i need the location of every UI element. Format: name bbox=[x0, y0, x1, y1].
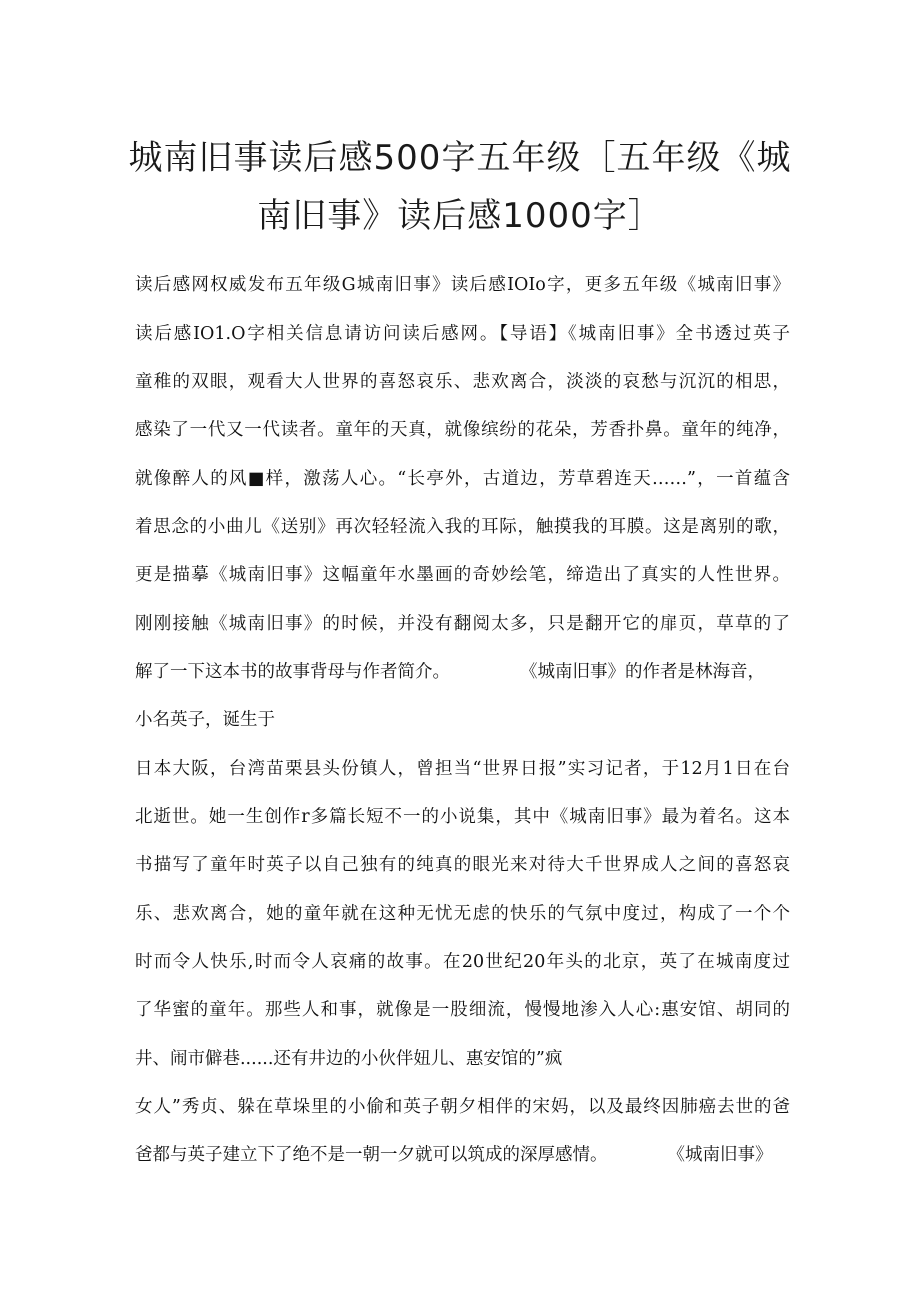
paragraph-line: 日本大阪，台湾苗栗县头份镇人，曾担当“世界日报”实习记者，于12月1日在台 bbox=[135, 759, 790, 779]
paragraph-line-text: 解了一下这本书的故事背母与作者简介。 bbox=[135, 662, 450, 682]
paragraph-line: 更是描摹《城南旧事》这幅童年水墨画的奇妙绘笔，缔造出了真实的人性世界。 bbox=[135, 565, 790, 585]
paragraph-line: 了华蜜的童年。那些人和事，就像是一股细流，慢慢地渗入人心:惠安馆、胡同的 bbox=[135, 1000, 790, 1020]
paragraph-line: 读后感IO1.O字相关信息请访问读后感网。【导语】《城南旧事》全书透过英子 bbox=[135, 324, 790, 344]
paragraph-line: 北逝世。她一生创作r多篇长短不一的小说集，其中《城南旧事》最为着名。这本 bbox=[135, 807, 790, 827]
paragraph-line bbox=[135, 1143, 773, 1167]
paragraph-line: 刚刚接触《城南旧事》的时候，并没有翻阅太多，只是翻开它的扉页，草草的了 bbox=[135, 614, 790, 634]
paragraph-line: 小名英子，诞生于 bbox=[135, 710, 275, 730]
paragraph-line: 就像醉人的风■样，激荡人心。“长亭外，古道边，芳草碧连天……”，一首蕴含 bbox=[135, 469, 790, 489]
paragraph-line: 时而令人快乐,时而令人哀痛的故事。在20世纪20年头的北京，英了在城南度过 bbox=[135, 952, 790, 972]
paragraph-line: 女人”秀贞、躲在草垛里的小偷和英子朝夕相伴的宋妈，以及最终因肺癌去世的爸 bbox=[135, 1097, 790, 1117]
paragraph-line-text: 《城南旧事》 bbox=[667, 1145, 773, 1165]
paragraph-line: 乐、悲欢离合，她的童年就在这种无忧无虑的快乐的气氛中度过，构成了一个个 bbox=[135, 904, 790, 924]
paragraph-line: 童稚的双眼，观看大人世界的喜怒哀乐、悲欢离合，淡淡的哀愁与沉沉的相思， bbox=[135, 372, 790, 392]
paragraph-line bbox=[135, 660, 765, 684]
paragraph-line-text: 爸都与英子建立下了绝不是一朝一夕就可以筑成的深厚感情。 bbox=[135, 1145, 608, 1165]
paragraph-line-text: 《城南旧事》的作者是林海音， bbox=[520, 662, 765, 682]
paragraph-line: 书描写了童年时英子以自己独有的纯真的眼光来对待大千世界成人之间的喜怒哀 bbox=[135, 855, 790, 875]
document-title-line-1: 城南旧事读后感500字五年级［五年级《城 bbox=[128, 138, 792, 178]
paragraph-line: 着思念的小曲儿《送别》再次轻轻流入我的耳际，触摸我的耳膜。这是离别的歌， bbox=[135, 517, 790, 537]
paragraph-line: 读后感网权威发布五年级G城南旧事》读后感IOIo字，更多五年级《城南旧事》 bbox=[135, 275, 790, 295]
paragraph-line: 井、闹市僻巷......还有井边的小伙伴妞儿、惠安馆的”疯 bbox=[135, 1049, 563, 1069]
paragraph-line: 感染了一代又一代读者。童年的天真，就像缤纷的花朵，芳香扑鼻。童年的纯净， bbox=[135, 420, 790, 440]
document-title-line-2: 南旧事》读后感1000字］ bbox=[257, 196, 663, 236]
